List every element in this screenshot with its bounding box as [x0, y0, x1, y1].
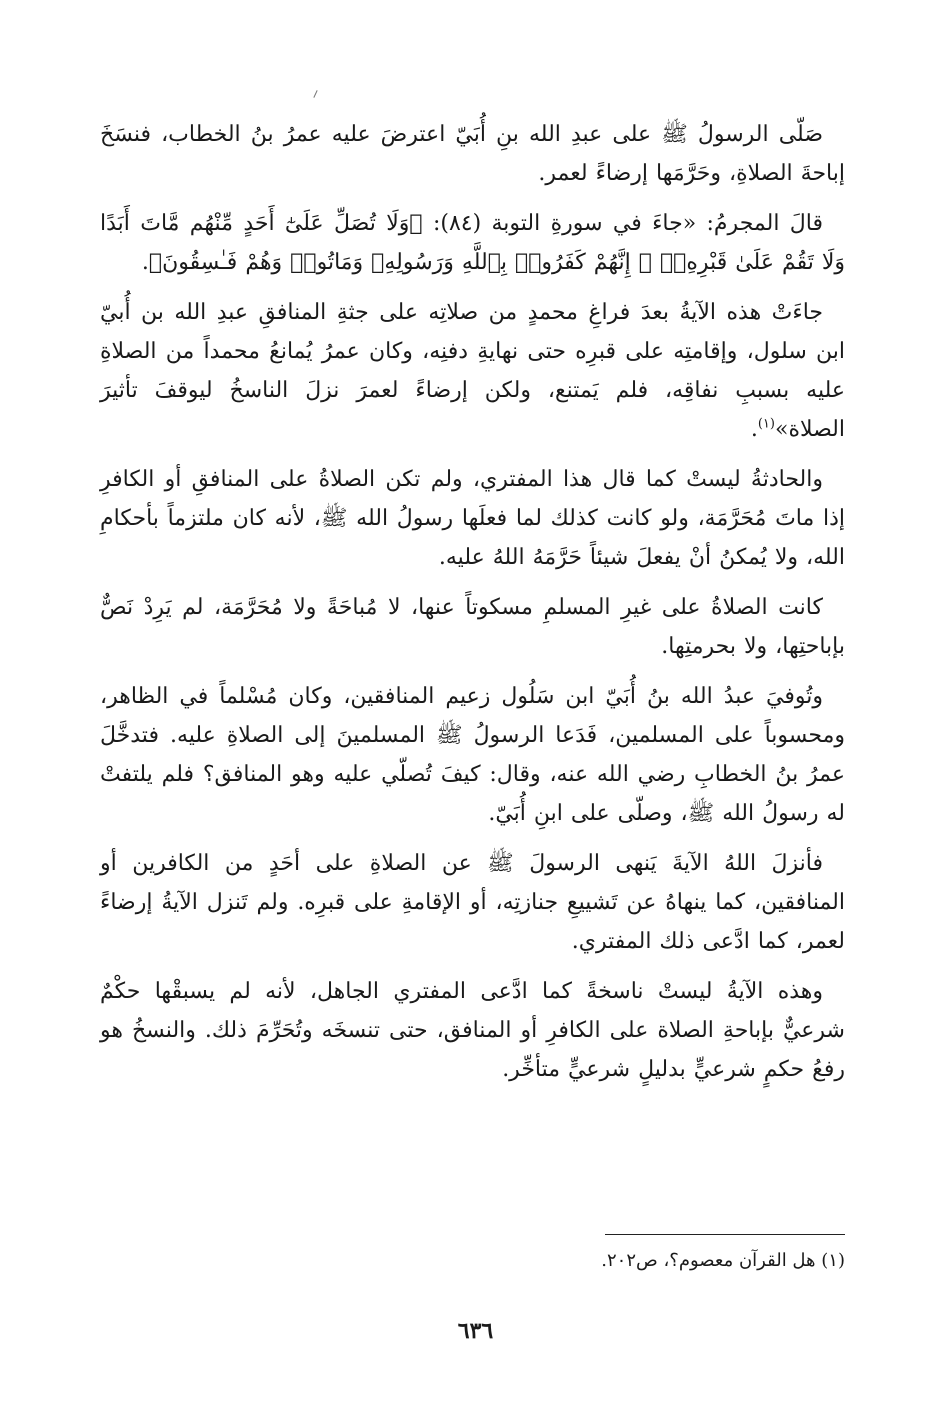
page-number: ٦٣٦ — [457, 1318, 494, 1344]
footnote: (١) هل القرآن معصوم؟، ص٢٠٢. — [601, 1250, 845, 1271]
paragraph-3-text: جاءَتْ هذه الآيةُ بعدَ فراغِ محمدٍ من صلاتِه على جثةِ المنافقِ عبدِ الله بن أُبيّ ابن سلول، وإقامتِه على قبرِه حتى نهايةِ دفنِه، وكان عمرُ يُمانعُ محمداً من الصلاةِ عليه بسببِ نفاقِه، فلم يَمتنع، ولكن إرضاءً لعمرَ نزلَ الناسخُ ليوقفَ تأثيرَ الصلاة» — [100, 300, 845, 442]
page-body — [100, 115, 845, 1100]
paragraph-6: وتُوفيَ عبدُ الله بنُ أُبَيّ ابن سَلُول زعيم المنافقين، وكان مُسْلماً في الظاهر، ومحسوباً على المسلمين، فَدَعا الرسولُ ﷺ المسلمينَ إلى الصلاةِ عليه. فتدخَّلَ عمرُ بنُ الخطابِ رضي الله عنه، وقال: كيفَ تُصلّي عليه وهو المنافق؟ فلم يلتفتْ له رسولُ الله ﷺ، وصلّى على ابنِ أُبَيّ. — [100, 684, 845, 826]
paragraph-4: والحادثةُ ليستْ كما قال هذا المفتري، ولم تكن الصلاةُ على المنافقِ أو الكافرِ إذا ماتَ مُحَرَّمَة، ولو كانت كذلك لما فعلَها رسولُ الله ﷺ، لأنه كان ملتزماً بأحكامِ الله، ولا يُمكنُ أنْ يفعلَ شيئاً حَرَّمَهُ اللهُ عليه. — [100, 467, 845, 570]
paragraph-8: وهذه الآيةُ ليستْ ناسخةً كما ادَّعى المفتري الجاهل، لأنه لم يسبقْها حكْمٌ شرعيٌّ بإباحةِ الصلاة على الكافرِ أو المنافق، حتى تنسخَه وتُحَرِّمَ ذلك. والنسخُ هو رفعُ حكمٍ شرعيٍّ بدليلٍ شرعيٍّ متأخِّر. — [100, 979, 845, 1082]
paragraph-5: كانت الصلاةُ على غيرِ المسلمِ مسكوتاً عنها، لا مُباحَةً ولا مُحَرَّمَة، لم يَرِدْ نَصٌّ بإباحتِها، ولا بحرمتِها. — [100, 595, 845, 659]
footnote-divider — [605, 1234, 845, 1235]
paragraph-1: صَلّى الرسولُ ﷺ على عبدِ الله بنِ أُبَيّ اعترضَ عليه عمرُ بنُ الخطاب، فنسَخَ إباحةَ الصلاةِ، وحَرَّمَها إرضاءً لعمر. — [100, 122, 845, 186]
footnote-marker[interactable]: (١) — [757, 416, 775, 432]
stray-mark — [313, 90, 317, 98]
paragraph-2-quote: قالَ المجرمُ: «جاءَ في سورةِ التوبة (٨٤): ﴿وَلَا تُصَلِّ عَلَىٰٓ أَحَدٍ مِّنْهُم مَّاتَ أَبَدًا وَلَا تَقُمْ عَلَىٰ قَبْرِهِۦٓ ۖ إِنَّهُمْ كَفَرُوا۟ بِٱللَّهِ وَرَسُولِهِۦ وَمَاتُوا۟ وَهُمْ فَـٰسِقُونَ﴾. — [100, 211, 845, 275]
paragraph-3: جاءَتْ هذه الآيةُ بعدَ فراغِ محمدٍ من صلاتِه على جثةِ المنافقِ عبدِ الله بن أُبيّ ابن سلول، وإقامتِه على قبرِه حتى نهايةِ دفنِه، وكان عمرُ يُمانعُ محمداً من الصلاةِ عليه بسببِ نفاقِه، فلم يَمتنع، ولكن إرضاءً لعمرَ نزلَ الناسخُ ليوقفَ تأثيرَ الصلاة»$^{(١)}$. — [100, 300, 845, 442]
paragraph-7: فأنزلَ اللهُ الآيةَ يَنهى الرسولَ ﷺ عن الصلاةِ على أحَدٍ من الكافرين أو المنافقين، كما ينهاهُ عن تَشييعِ جنازتِه، أو الإقامةِ على قبرِه. ولم تَنزل الآيةُ إرضاءً لعمر، كما ادَّعى ذلك المفتري. — [100, 851, 845, 954]
